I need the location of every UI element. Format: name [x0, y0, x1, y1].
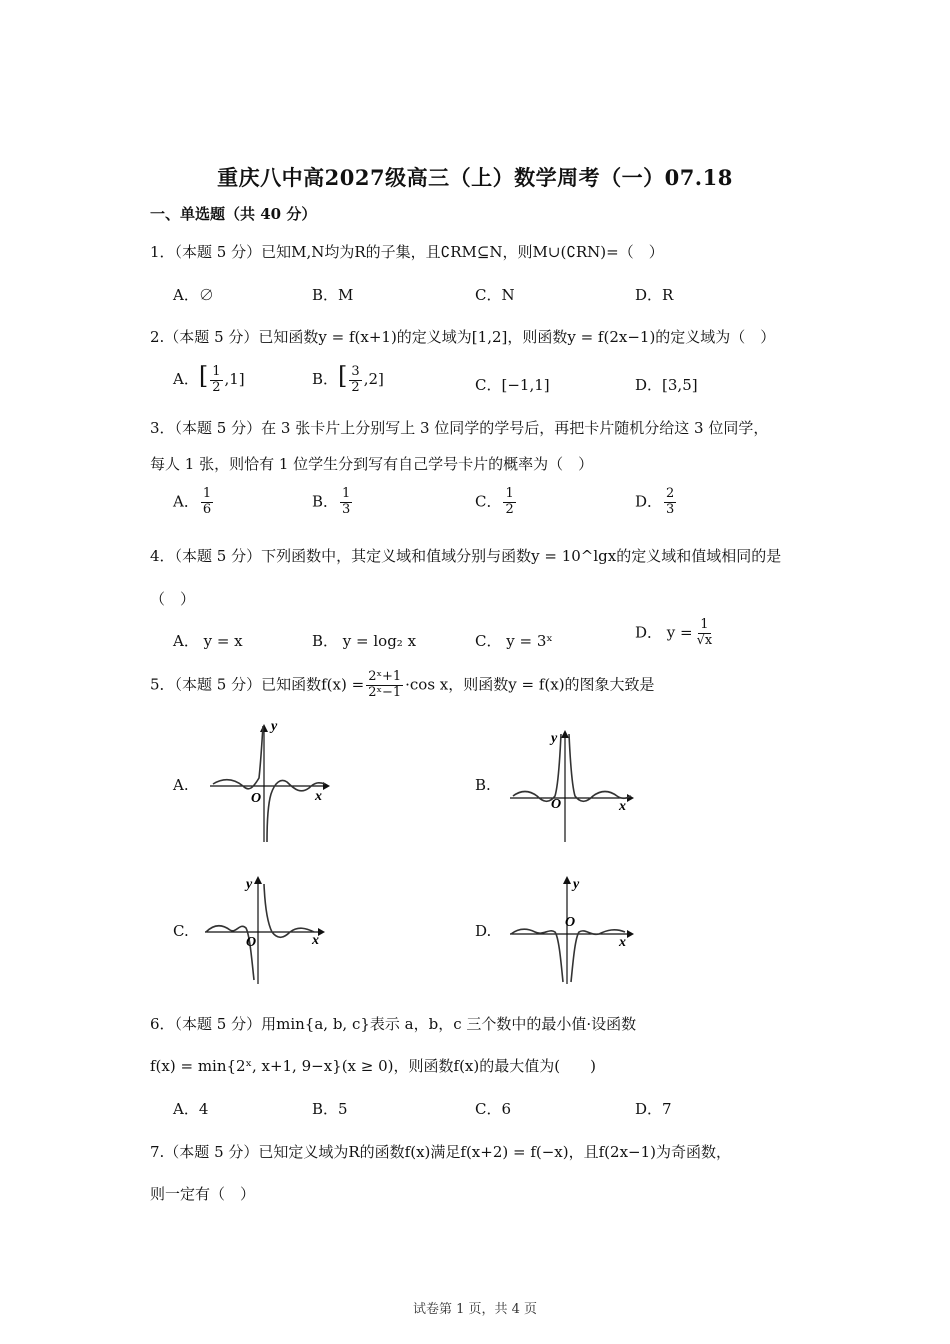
- graph-option-b: [505, 726, 640, 846]
- page-footer: 试卷第 1 页，共 4 页: [412, 1302, 538, 1317]
- graph-d-y-label: y: [573, 877, 580, 892]
- question-2-option-c: C．[−1,1]: [475, 376, 550, 394]
- question-4-line-2: （ ）: [150, 590, 196, 608]
- question-5-option-d: D.: [475, 922, 492, 940]
- question-1-option-c: C．N: [475, 286, 515, 304]
- graph-a-x-label: x: [315, 789, 322, 804]
- question-6-option-c: C．6: [475, 1100, 512, 1118]
- question-7-line-2: 则一定有（ ）: [150, 1185, 256, 1203]
- question-3-option-d: D． $\frac{2}{3}$: [635, 486, 675, 517]
- question-6-option-d: D．7: [635, 1100, 672, 1118]
- question-4-line-1: 4．（本题 5 分）下列函数中，其定义域和值域分别与函数y = 10^lgx的定义域和值域相同的是: [150, 547, 782, 565]
- question-2-text: 2.（本题 5 分）已知函数y = f(x+1)的定义域为[1,2]，则函数y = f(2x−1)的定义域为（ ）: [150, 328, 776, 346]
- question-2-option-a: A．[ $\frac{1}{2}$ ,1]: [173, 362, 245, 395]
- graph-b-origin-label: O: [551, 797, 562, 812]
- question-3-option-c: C． $\frac{1}{2}$: [475, 486, 514, 517]
- question-1-option-d: D．R: [635, 286, 674, 304]
- question-6-option-b: B．5: [312, 1100, 348, 1118]
- question-3-line-1: 3．（本题 5 分）在 3 张卡片上分别写上 3 位同学的学号后，再把卡片随机分给这 3 位同学，: [150, 419, 769, 437]
- section-heading: 一、单选题（共 40 分）: [150, 205, 317, 223]
- question-1-option-b: B．M: [312, 286, 354, 304]
- question-2-option-d: D．[3,5]: [635, 376, 698, 394]
- graph-c-origin-label: O: [246, 935, 257, 950]
- graph-option-c: [200, 872, 330, 990]
- question-7-line-1: 7.（本题 5 分）已知定义域为R的函数f(x)满足f(x+2) = f(−x)，且f(2x−1)为奇函数，: [150, 1143, 731, 1161]
- question-1-option-a: A．∅: [173, 286, 214, 304]
- graph-option-d: [505, 872, 640, 990]
- graph-a-y-label: y: [271, 719, 278, 734]
- question-5-option-c: C.: [173, 922, 189, 940]
- graph-c-y-label: y: [246, 877, 253, 892]
- question-4-option-d: D． y = $\frac{1}{√x}$: [635, 617, 713, 648]
- page-title: 重庆八中高2027级高三（上）数学周考（一）07.18: [217, 165, 733, 190]
- graph-d-origin-label: O: [565, 915, 576, 930]
- question-4-option-a: A． y = x: [173, 632, 243, 650]
- graph-c-x-label: x: [312, 933, 319, 948]
- question-5-option-b: B.: [475, 776, 491, 794]
- question-5-text: 5．（本题 5 分）已知函数f(x) = $\frac{\text{2ˣ+1}}{\text{2ˣ−1}}$ ·cos x，则函数y = f(x)的图象大致是: [150, 669, 655, 700]
- question-4-option-c: C． y = 3ˣ: [475, 632, 553, 650]
- question-2-option-b: B．[ $\frac{3}{2}$ ,2]: [312, 362, 384, 395]
- graph-b-x-label: x: [619, 799, 626, 814]
- graph-d-x-label: x: [619, 935, 626, 950]
- question-5-option-a: A.: [173, 776, 189, 794]
- graph-a-origin-label: O: [251, 791, 262, 806]
- question-6-line-2: f(x) = min{2ˣ, x+1, 9−x}(x ≥ 0)，则函数f(x)的最大值为( ): [150, 1057, 596, 1075]
- question-1-text: 1．（本题 5 分）已知M,N均为R的子集，且∁RM⊆N，则M∪(∁RN)=（ ）: [150, 243, 664, 261]
- question-3-line-2: 每人 1 张，则恰有 1 位学生分到写有自己学号卡片的概率为（ ）: [150, 455, 594, 473]
- graph-option-a: [205, 720, 335, 845]
- question-3-option-a: A． $\frac{1}{6}$: [173, 486, 212, 517]
- graph-b-y-label: y: [551, 731, 558, 746]
- question-3-option-b: B． $\frac{1}{3}$: [312, 486, 351, 517]
- question-6-option-a: A．4: [173, 1100, 209, 1118]
- question-4-option-b: B． y = log₂ x: [312, 632, 417, 650]
- question-6-line-1: 6．（本题 5 分）用min{a, b, c}表示 a，b，c 三个数中的最小值·设函数: [150, 1015, 637, 1033]
